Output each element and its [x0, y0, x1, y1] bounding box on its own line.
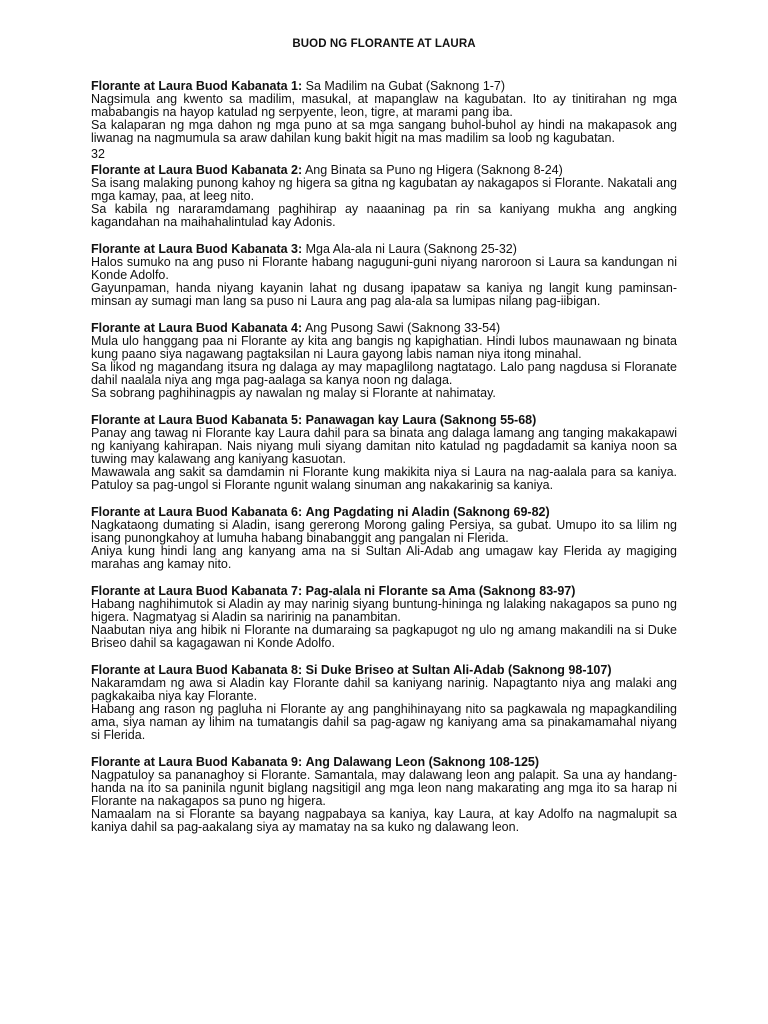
section-paragraph: Habang naghihimutok si Aladin ay may narinig siyang buntung-hininga ng lalaking nakagapos sa puno ng higera. Nagmatyag si Aladin sa naririnig na panambitan. — [91, 597, 677, 624]
section-paragraph: Sa kalaparan ng mga dahon ng mga puno at sa mga sangang buhol-buhol ay hindi na makapasok ang liwanag na nagmumula sa araw dahilan kung bakit higit na mas madilim sa loob ng kagubatan. — [91, 118, 677, 145]
section-paragraph: Naabutan niya ang hibik ni Florante na dumaraing sa pagkapugot ng ulo ng amang makandili na si Duke Briseo dahil sa kagagawan ni Konde Adolfo. — [91, 623, 677, 650]
section-kabanata-8 — [91, 664, 677, 742]
document-title: BUOD NG FLORANTE AT LAURA — [292, 38, 476, 50]
section-paragraph: Sa likod ng magandang itsura ng dalaga ay may mapaglilong nagtatago. Lalo pang nagdusa si Floranate dahil naalala niya ang mga pag-aalaga sa kanya noon ng dalaga. — [91, 360, 677, 387]
section-subtitle: Ang Binata sa Puno ng Higera (Saknong 8-24) — [304, 163, 563, 177]
section-paragraph: Panay ang tawag ni Florante kay Laura dahil para sa binata ang dalaga lamang ang tanging makakapawi ng kaniyang kahirapan. Nais niyang muli siyang damitan nito katulad ng pagdadamit sa kaniya noon sa tuwing may kalawang ang kaniyang kasuotan. — [91, 426, 677, 466]
section-label: Florante at Laura Buod Kabanata 5: — [91, 413, 303, 427]
section-subtitle: Ang Dalawang Leon (Saknong 108-125) — [305, 755, 540, 769]
section-label: Florante at Laura Buod Kabanata 1: — [91, 79, 303, 93]
section-paragraph: Nakaramdam ng awa si Aladin kay Florante dahil sa kaniyang narinig. Napagtanto niya ang malaki ang pagkakaiba niya kay Florante. — [91, 676, 677, 703]
section-label: Florante at Laura Buod Kabanata 7: — [91, 584, 303, 598]
section-label: Florante at Laura Buod Kabanata 2: — [91, 163, 303, 177]
section-subtitle: Panawagan kay Laura (Saknong 55-68) — [305, 413, 537, 427]
section-label: Florante at Laura Buod Kabanata 4: — [91, 321, 303, 335]
section-label: Florante at Laura Buod Kabanata 6: — [91, 505, 303, 519]
section-paragraph: Namaalam na si Florante sa bayang nagpabaya sa kaniya, kay Laura, at kay Adolfo na nagmalupit sa kaniya dahil sa pag-aakalang siya ay mamatay na sa kuko ng dalawang leon. — [91, 807, 677, 834]
section-paragraph: Sa isang malaking punong kahoy ng higera sa gitna ng kagubatan ay nakagapos si Florante. Nakatali ang mga kamay, paa, at leeg nito. — [91, 176, 677, 203]
section-label: Florante at Laura Buod Kabanata 8: — [91, 663, 303, 677]
section-kabanata-3 — [91, 243, 677, 308]
section-kabanata-2 — [91, 164, 677, 229]
page-number: 32 — [91, 147, 105, 161]
section-subtitle: Pag-alala ni Florante sa Ama (Saknong 83-97) — [305, 584, 576, 598]
section-paragraph: Halos sumuko na ang puso ni Florante habang naguguni-guni niyang naroroon si Laura sa kandungan ni Konde Adolfo. — [91, 255, 677, 282]
section-paragraph: Mula ulo hanggang paa ni Florante ay kita ang bangis ng kapighatian. Hindi lubos maunawaan ng binata kung paano siya nagawang pagtaksilan ni Laura gayong labis naman niya itong minahal. — [91, 334, 677, 361]
document-body — [91, 80, 677, 848]
section-paragraph: Aniya kung hindi lang ang kanyang ama na si Sultan Ali-Adab ang umagaw kay Flerida ay magiging marahas ang kamay nito. — [91, 544, 677, 571]
section-label: Florante at Laura Buod Kabanata 3: — [91, 242, 303, 256]
section-paragraph: Sa kabila ng nararamdamang paghihirap ay naaaninag pa rin sa kaniyang mukha ang angking kagandahan na maihahalintulad kay Adonis. — [91, 202, 677, 229]
section-subtitle: Ang Pusong Sawi (Saknong 33-54) — [304, 321, 501, 335]
section-paragraph: Nagsimula ang kwento sa madilim, masukal, at mapanglaw na kagubatan. Ito ay tinitirahan ng mga mababangis na hayop katulad ng serpyente, leon, tigre, at marami pang iba. — [91, 92, 677, 119]
section-paragraph: Gayunpaman, handa niyang kayanin lahat ng dusang ipapataw sa kaniya ng langit kung paminsan-minsan ay sumagi man lang sa puso ni Laura ang pag ala-ala sa lumipas nilang pag-iibigan. — [91, 281, 677, 308]
section-paragraph: Sa sobrang paghihinagpis ay nawalan ng malay si Florante at nahimatay. — [91, 386, 496, 400]
section-label: Florante at Laura Buod Kabanata 9: — [91, 755, 303, 769]
section-paragraph: Nagpatuloy sa pananaghoy si Florante. Samantala, may dalawang leon ang palapit. Sa una ay handang-handa na ito sa paninila ngunit biglang nagsitigil ang mga leon nang makarating ang mga ito sa harap ni Florante na nakagapos sa puno ng higera. — [91, 768, 677, 808]
section-subtitle: Sa Madilim na Gubat (Saknong 1-7) — [305, 79, 506, 93]
section-kabanata-7 — [91, 585, 677, 650]
section-kabanata-4 — [91, 322, 677, 400]
section-paragraph: Nagkataong dumating si Aladin, isang gererong Morong galing Persiya, sa gubat. Umupo ito sa lilim ng isang punongkahoy at lumuha habang binabanggit ang pangalan ni Flerida. — [91, 518, 677, 545]
section-subtitle: Ang Pagdating ni Aladin (Saknong 69-82) — [305, 505, 550, 519]
section-kabanata-9 — [91, 756, 677, 834]
section-paragraph: Habang ang rason ng pagluha ni Florante ay ang panghihinayang nito sa pagkawala ng mapagkandiling ama, siya naman ay lihim na tumatangis dahil sa pag-agaw ng kaniyang ama sa pinakamamahal niyang si Flerida. — [91, 702, 677, 742]
section-kabanata-1 — [91, 80, 677, 145]
section-subtitle: Mga Ala-ala ni Laura (Saknong 25-32) — [305, 242, 517, 256]
section-paragraph: Mawawala ang sakit sa damdamin ni Florante kung makikita niya si Laura na nag-aalala para sa kaniya. Patuloy sa pag-ungol si Florante ngunit walang sinuman ang nakakarinig sa kaniya. — [91, 465, 677, 492]
section-kabanata-6 — [91, 506, 677, 571]
section-subtitle: Si Duke Briseo at Sultan Ali-Adab (Saknong 98-107) — [305, 663, 612, 677]
section-kabanata-5 — [91, 414, 677, 492]
